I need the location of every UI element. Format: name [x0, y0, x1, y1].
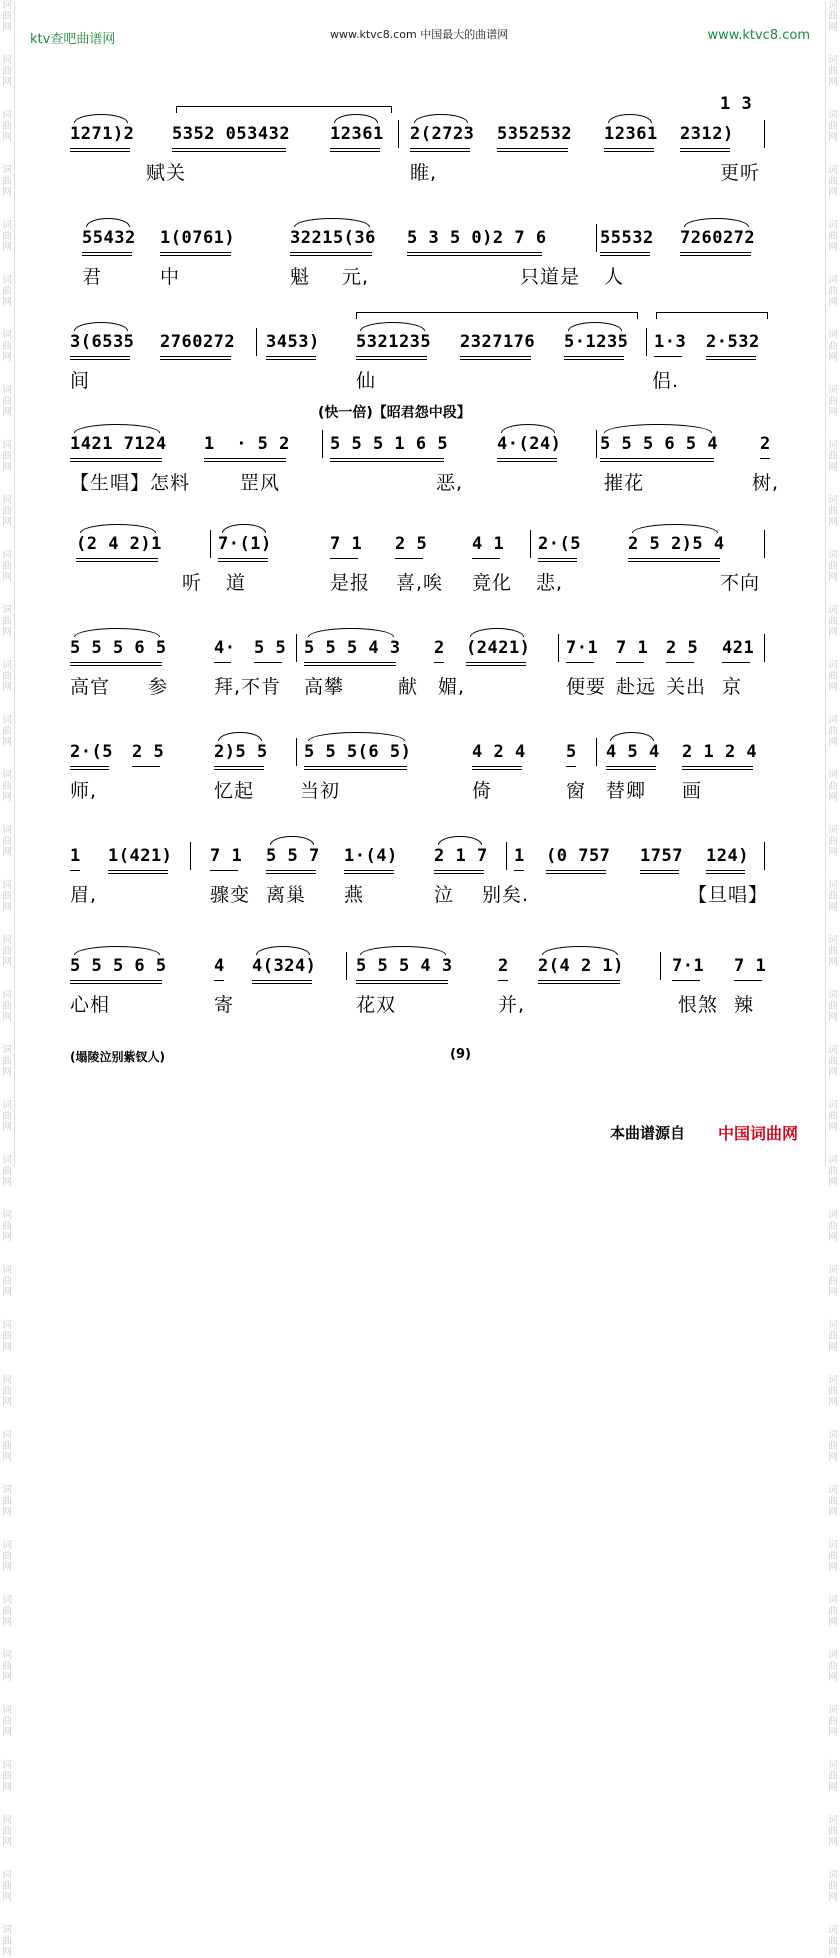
source-brand: 中国词曲网	[718, 1124, 799, 1143]
note-group: 2·(5	[538, 534, 581, 554]
beam-line	[70, 662, 162, 663]
beam-line	[628, 561, 720, 562]
lyric-text: 赴远	[616, 676, 657, 698]
beam-line	[252, 980, 312, 981]
beam-line	[538, 558, 577, 559]
beam-line	[722, 662, 750, 663]
lyric-text: 只道是	[520, 266, 581, 288]
note-group: 1(0761)	[160, 228, 236, 248]
beam-line	[538, 980, 620, 981]
lyric-text: 辣	[734, 994, 755, 1016]
note-group: 4 2 4	[472, 742, 526, 762]
beam-line	[330, 461, 444, 462]
beam-line	[538, 983, 620, 984]
beam-line	[344, 870, 394, 871]
lyric-text: 摧花	[604, 472, 645, 494]
beam-line	[407, 252, 542, 253]
beam-line	[70, 983, 162, 984]
beam-line	[172, 151, 286, 152]
note-group: 5·1235	[564, 332, 629, 352]
beam-line	[214, 662, 231, 663]
beam-line	[344, 873, 394, 874]
lyric-text: 倚	[472, 780, 493, 802]
beam-line	[654, 356, 682, 357]
note-group: 1421 7124	[70, 434, 167, 454]
lyric-text: 骤变	[210, 884, 251, 906]
beam-line	[466, 662, 526, 663]
barline	[764, 530, 765, 558]
note-group: 3453)	[266, 332, 320, 352]
barline	[322, 430, 323, 458]
beam-line	[304, 665, 396, 666]
lyric-text: 窗	[566, 780, 587, 802]
lyric-text: 中	[160, 266, 181, 288]
header-site-name: ktv查吧曲谱网	[30, 32, 116, 47]
lyric-text: 更听	[720, 162, 761, 184]
lyric-text: 竟化	[472, 572, 513, 594]
beam-line	[304, 766, 407, 767]
footer-title: (塌陵泣别紫钗人)	[70, 1050, 165, 1064]
watermark-column-right: 词 曲 网 词 曲 网 词 曲 网 词 曲 网 词 曲 网 词 曲 网 词 曲 网 词 曲 网 词 曲 网 词 曲 网 词 曲 网 词 曲 网 词 曲 网 词 曲 网 词 曲 网 词 曲 网 词 曲 网 词 曲 网 词 曲 网 词 曲 网 词 曲 网 词 曲 网 词 曲 网 词 曲 网 词 曲 网 词 曲 网 词 曲 网 词 曲 网 词 曲 网 词 曲 网 词 曲 网 词 曲 网 词 曲 网 词 曲 网 词 曲 网 词 曲 网	[828, 0, 838, 1958]
beam-line	[546, 873, 606, 874]
lyric-text: 媚,	[438, 676, 466, 698]
beam-line	[666, 662, 694, 663]
beam-line	[290, 252, 372, 253]
note-group: 5 5 5 6 5	[70, 638, 167, 658]
beam-line	[214, 769, 264, 770]
note-group: 5 5 5(6 5)	[304, 742, 412, 762]
barline	[296, 634, 297, 662]
lyric-text: 恨煞	[678, 994, 719, 1016]
note-group: 7 1	[616, 638, 649, 658]
beam-line	[682, 769, 753, 770]
lyric-text: 拜,不肯	[214, 676, 282, 698]
beam-line	[434, 662, 444, 663]
note-group: 7·1	[566, 638, 599, 658]
beam-line	[434, 870, 484, 871]
beam-line	[108, 870, 168, 871]
barline	[764, 634, 765, 662]
beam-line	[640, 873, 679, 874]
lyric-text: 魁	[290, 266, 311, 288]
beam-line	[606, 769, 656, 770]
beam-line	[266, 870, 316, 871]
note-group: 1	[70, 846, 81, 866]
note-group: 4·(24)	[497, 434, 562, 454]
barline	[506, 842, 507, 870]
beam-line	[460, 356, 531, 357]
beam-line	[266, 873, 316, 874]
lyric-text: 便要	[566, 676, 607, 698]
beam-line	[410, 151, 470, 152]
lyric-text: 泣	[434, 884, 455, 906]
beam-line	[434, 873, 484, 874]
note-group: 5 5 5 6 5 4	[600, 434, 719, 454]
beam-line	[70, 766, 109, 767]
beam-line	[70, 461, 162, 462]
beam-line	[706, 873, 745, 874]
beam-line	[330, 148, 380, 149]
lyric-text: 仙	[356, 370, 377, 392]
beam-line	[304, 662, 396, 663]
beam-line	[395, 558, 423, 559]
lyric-text: 听	[182, 572, 203, 594]
lyric-text: 树,	[752, 472, 780, 494]
beam-line	[76, 561, 158, 562]
beam-line	[204, 458, 286, 459]
beam-line	[218, 558, 268, 559]
note-group: 2	[434, 638, 445, 658]
beam-line	[600, 255, 650, 256]
lyric-text: 献	[398, 676, 419, 698]
beam-line	[108, 873, 168, 874]
barline	[596, 738, 597, 766]
lyric-text: 【生唱】怎料	[70, 472, 191, 494]
barline	[398, 120, 399, 148]
barline	[210, 530, 211, 558]
beam-line	[204, 461, 286, 462]
note-group: 1	[514, 846, 525, 866]
repeat-bracket	[656, 312, 768, 319]
page-number: (9)	[450, 1047, 471, 1062]
note-group: 5 5 7	[266, 846, 320, 866]
beam-line	[218, 561, 268, 562]
note-group: 1(421)	[108, 846, 173, 866]
note-group: 1 · 5 2	[204, 434, 290, 454]
beam-line	[214, 980, 224, 981]
beam-line	[172, 148, 286, 149]
beam-line	[514, 870, 524, 871]
lyric-text: 参	[148, 676, 169, 698]
beam-line	[734, 980, 762, 981]
barline	[596, 224, 597, 252]
lyric-text: 并,	[498, 994, 526, 1016]
beam-line	[70, 980, 162, 981]
note-group: 4 1	[472, 534, 505, 554]
beam-line	[356, 980, 448, 981]
note-group: 2 1 7	[434, 846, 488, 866]
note-group: 421	[722, 638, 755, 658]
beam-line	[606, 766, 656, 767]
beam-line	[538, 561, 577, 562]
lyric-text: 高攀	[304, 676, 345, 698]
barline	[346, 952, 347, 980]
barline	[646, 328, 647, 356]
note-group: 4	[214, 956, 225, 976]
beam-line	[70, 769, 109, 770]
beam-line	[70, 356, 130, 357]
beam-line	[160, 252, 231, 253]
beam-line	[160, 255, 231, 256]
note-group: 7 1	[330, 534, 363, 554]
beam-line	[214, 766, 264, 767]
note-group: 5352 053432	[172, 124, 291, 144]
note-group: 5 5 5 6 5	[70, 956, 167, 976]
barline	[190, 842, 191, 870]
note-group: 5321235	[356, 332, 432, 352]
beam-line	[160, 356, 231, 357]
beam-line	[682, 766, 753, 767]
note-group: 2312)	[680, 124, 734, 144]
beam-line	[497, 461, 557, 462]
lyric-text: 高官	[70, 676, 111, 698]
note-group: 2 5 2)5 4	[628, 534, 725, 554]
lyric-text: 画	[682, 780, 703, 802]
beam-line	[466, 665, 526, 666]
beam-line	[410, 148, 470, 149]
beam-line	[252, 983, 312, 984]
note-group: 7260272	[680, 228, 756, 248]
beam-line	[70, 870, 80, 871]
beam-line	[266, 359, 316, 360]
lyric-text: 师,	[70, 780, 98, 802]
note-group: 2·532	[706, 332, 760, 352]
note-group: 2 5	[132, 742, 165, 762]
note-group: 5 5 5 1 6 5	[330, 434, 449, 454]
note-group: 55532	[600, 228, 654, 248]
source-label: 本曲谱源自	[610, 1124, 686, 1142]
beam-line	[330, 458, 444, 459]
beam-line	[566, 662, 594, 663]
note-group: 2 5	[666, 638, 699, 658]
beam-line	[472, 766, 522, 767]
note-group: 2)5 5	[214, 742, 268, 762]
lyric-text: 替卿	[606, 780, 647, 802]
beam-line	[132, 766, 160, 767]
barline	[530, 530, 531, 558]
lyric-text: 【旦唱】	[688, 884, 769, 906]
note-group: 7 1	[734, 956, 767, 976]
beam-line	[82, 255, 132, 256]
barline	[764, 842, 765, 870]
beam-line	[290, 255, 372, 256]
beam-line	[497, 148, 568, 149]
note-group: 1757	[640, 846, 683, 866]
beam-line	[566, 766, 576, 767]
beam-line	[266, 356, 316, 357]
beam-line	[616, 662, 644, 663]
note-group: 4(324)	[252, 956, 317, 976]
lyric-text: 寄	[214, 994, 235, 1016]
note-group: 3(6535	[70, 332, 135, 352]
beam-line	[546, 870, 606, 871]
beam-line	[160, 359, 231, 360]
barline	[764, 120, 765, 148]
beam-line	[564, 359, 624, 360]
note-group: 2327176	[460, 332, 536, 352]
lyric-text: 离巢	[266, 884, 307, 906]
barline	[596, 430, 597, 458]
barline	[296, 738, 297, 766]
lyric-text: 花双	[356, 994, 397, 1016]
beam-line	[604, 151, 654, 152]
beam-line	[70, 665, 162, 666]
beam-line	[70, 458, 162, 459]
note-group: 32215(36	[290, 228, 376, 248]
note-group: (2 4 2)1	[76, 534, 162, 554]
repeat-bracket	[356, 312, 638, 319]
note-group: 5 3 5 0)2 7 6	[407, 228, 547, 248]
note-group: 5	[566, 742, 577, 762]
lyric-text: 道	[226, 572, 247, 594]
beam-line	[600, 458, 714, 459]
lyric-text: 元,	[342, 266, 370, 288]
beam-line	[407, 255, 542, 256]
note-group: 12361	[604, 124, 658, 144]
lyric-text: 恶,	[436, 472, 464, 494]
beam-line	[70, 359, 130, 360]
beam-line	[497, 458, 557, 459]
beam-line	[472, 558, 500, 559]
beam-line	[498, 980, 508, 981]
note-group: 2 5	[395, 534, 428, 554]
beam-line	[680, 148, 730, 149]
note-group: (0 757	[546, 846, 611, 866]
note-group: 12361	[330, 124, 384, 144]
beam-line	[672, 980, 700, 981]
header-site-url: www.ktvc8.com	[707, 28, 810, 43]
note-group: 124)	[706, 846, 749, 866]
beam-line	[76, 558, 158, 559]
beam-line	[564, 356, 624, 357]
beam-line	[472, 769, 522, 770]
beam-line	[497, 151, 568, 152]
lyric-text: 人	[604, 266, 625, 288]
header-site-slogan: www.ktvc8.com 中国最大的曲谱网	[330, 28, 509, 41]
lyric-text: 间	[70, 370, 91, 392]
note-group: 5 5 5 4 3	[356, 956, 453, 976]
note-group: 2·(5	[70, 742, 113, 762]
beam-line	[604, 148, 654, 149]
lyric-text: 悲,	[536, 572, 564, 594]
note-group: 2 1 2 4	[682, 742, 758, 762]
note-group: (2421)	[466, 638, 531, 658]
note-group: 1·3	[654, 332, 687, 352]
beam-line	[330, 151, 380, 152]
watermark-column-left: 词 曲 网 词 曲 网 词 曲 网 词 曲 网 词 曲 网 词 曲 网 词 曲 网 词 曲 网 词 曲 网 词 曲 网 词 曲 网 词 曲 网 词 曲 网 词 曲 网 词 曲 网 词 曲 网 词 曲 网 词 曲 网 词 曲 网 词 曲 网 词 曲 网 词 曲 网 词 曲 网 词 曲 网 词 曲 网 词 曲 网 词 曲 网 词 曲 网 词 曲 网 词 曲 网 词 曲 网 词 曲 网 词 曲 网 词 曲 网 词 曲 网 词 曲 网	[2, 0, 12, 1958]
lyric-text: 是报	[330, 572, 371, 594]
beam-line	[330, 558, 358, 559]
note-group: 7·(1)	[218, 534, 272, 554]
beam-line	[356, 983, 448, 984]
note-group: 1·(4)	[344, 846, 398, 866]
note-group: 7 1	[210, 846, 243, 866]
beam-line	[680, 252, 751, 253]
section-label: (快一倍)【昭君怨中段】	[318, 405, 471, 421]
beam-line	[706, 870, 745, 871]
lyric-text: 京	[722, 676, 743, 698]
note-group: 1271)2	[70, 124, 135, 144]
note-above-staff: 1 3	[720, 94, 753, 114]
lyric-text: 关出	[666, 676, 707, 698]
beam-line	[356, 356, 427, 357]
barline	[660, 952, 661, 980]
lyric-text: 喜,唉	[396, 572, 444, 594]
note-group: 7·1	[672, 956, 705, 976]
lyric-text: 忆起	[214, 780, 255, 802]
lyric-text: 别矣.	[482, 884, 530, 906]
note-group: 5 5	[254, 638, 287, 658]
note-group: 4 5 4	[606, 742, 660, 762]
lyric-text: 眉,	[70, 884, 98, 906]
beam-line	[600, 252, 650, 253]
beam-line	[628, 558, 720, 559]
lyric-text: 赋关	[146, 162, 187, 184]
lyric-text: 心相	[70, 994, 111, 1016]
beam-line	[210, 870, 238, 871]
note-group: 5 5 5 4 3	[304, 638, 401, 658]
beam-line	[254, 662, 282, 663]
beam-line	[70, 151, 130, 152]
beam-line	[706, 356, 756, 357]
lyric-text: 君	[82, 266, 103, 288]
note-group: 2(2723	[410, 124, 475, 144]
barline	[558, 634, 559, 662]
beam-line	[760, 458, 770, 459]
beam-line	[304, 769, 407, 770]
beam-line	[82, 252, 132, 253]
lyric-text: 侣.	[652, 370, 680, 392]
note-group: 2	[760, 434, 771, 454]
note-group: 2(4 2 1)	[538, 956, 624, 976]
lyric-text: 睢,	[410, 162, 438, 184]
beam-line	[680, 151, 730, 152]
lyric-text: 燕	[344, 884, 365, 906]
repeat-bracket	[176, 106, 392, 113]
barline	[256, 328, 257, 356]
beam-line	[600, 461, 714, 462]
beam-line	[356, 359, 427, 360]
beam-line	[680, 255, 751, 256]
beam-line	[70, 148, 130, 149]
note-group: 2	[498, 956, 509, 976]
note-group: 55432	[82, 228, 136, 248]
note-group: 4·	[214, 638, 236, 658]
note-group: 2760272	[160, 332, 236, 352]
lyric-text: 不向	[720, 572, 761, 594]
note-group: 5352532	[497, 124, 573, 144]
lyric-text: 罡风	[240, 472, 281, 494]
lyric-text: 当初	[300, 780, 341, 802]
beam-line	[640, 870, 679, 871]
beam-line	[706, 359, 756, 360]
beam-line	[460, 359, 531, 360]
